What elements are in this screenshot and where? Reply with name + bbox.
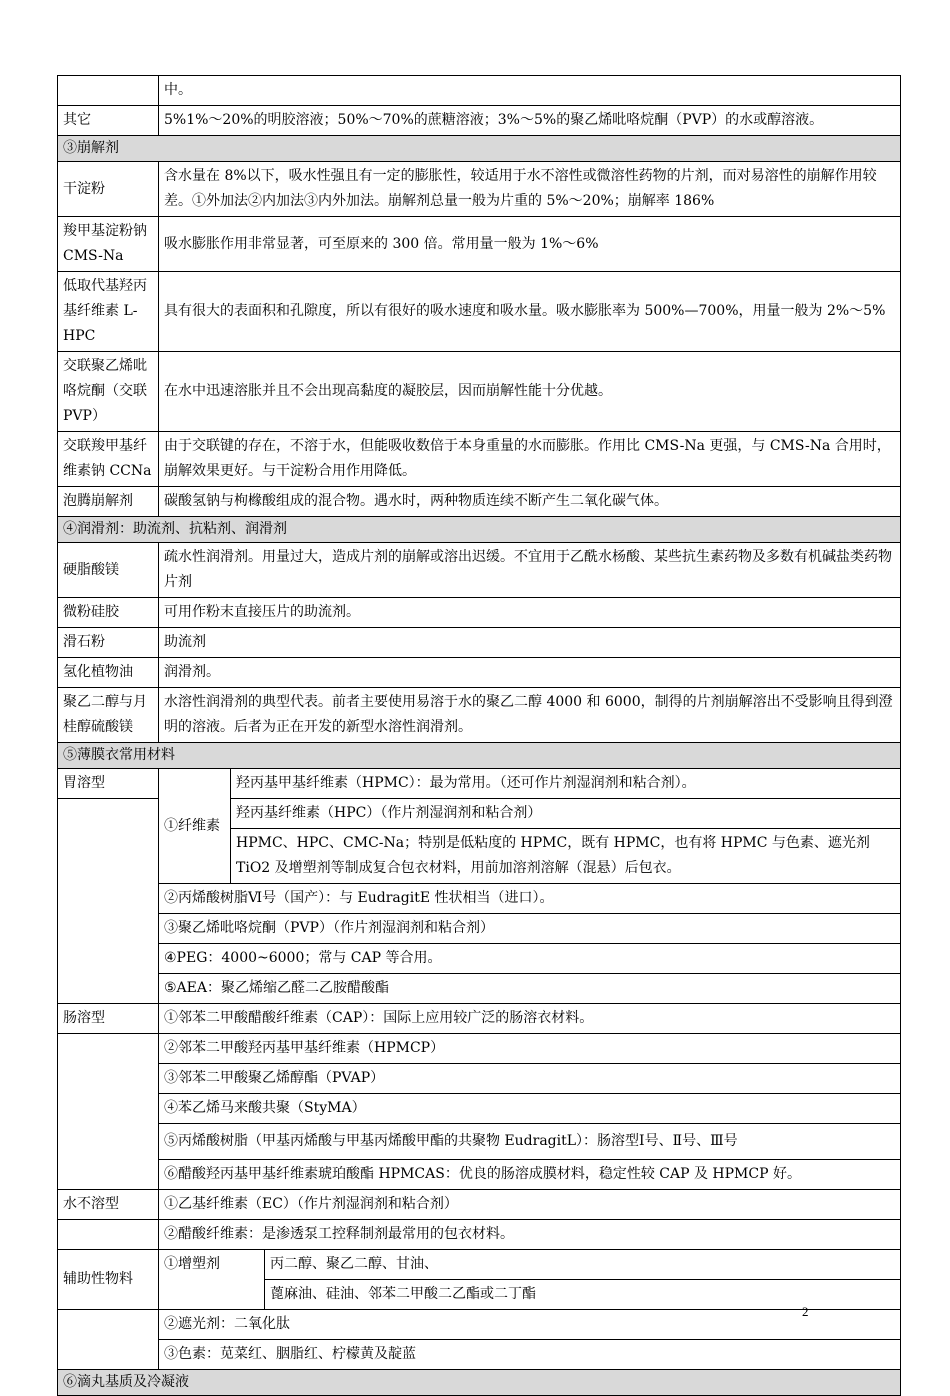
cell-desc: ①邻苯二甲酸醋酸纤维素（CAP）：国际上应用较广泛的肠溶衣材料。	[159, 1004, 901, 1034]
cell-subcategory: ①增塑剂	[159, 1250, 265, 1310]
section-header: ⑤薄膜衣常用材料	[58, 743, 901, 769]
cell-empty	[58, 799, 159, 1004]
cell-desc: 含水量在 8%以下，吸水性强且有一定的膨胀性，较适用于水不溶性或微溶性药物的片剂，而对易溶性的崩解作用较差。①外加法②内加法③内外加法。崩解剂总量一般为片重的 5%～20%；崩解率 186%	[159, 162, 901, 217]
section-header: ④润滑剂：助流剂、抗粘剂、润滑剂	[58, 517, 901, 543]
cell-desc: ②醋酸纤维素：是渗透泵工控释制剂最常用的包衣材料。	[159, 1220, 901, 1250]
cell-name: 交联聚乙烯吡咯烷酮（交联 PVP）	[58, 352, 159, 432]
cell-empty	[58, 1034, 159, 1190]
cell-desc: ⑥醋酸羟丙基甲基纤维素琥珀酸酯 HPMCAS：优良的肠溶成膜材料，稳定性较 CAP 及 HPMCP 好。	[159, 1160, 901, 1190]
cell-desc: ②丙烯酸树脂Ⅵ号（国产）：与 EudragitE 性状相当（进口）。	[159, 884, 901, 914]
cell-desc: ④PEG：4000~6000；常与 CAP 等合用。	[159, 944, 901, 974]
cell-name: 滑石粉	[58, 628, 159, 658]
cell-desc: 润滑剂。	[159, 658, 901, 688]
cell-desc: 具有很大的表面积和孔隙度，所以有很好的吸水速度和吸水量。吸水膨胀率为 500%—700%，用量一般为 2%～5%	[159, 272, 901, 352]
cell-category: 胃溶型	[58, 769, 159, 799]
cell-desc: 5%1%～20%的明胶溶液；50%～70%的蔗糖溶液；3%～5%的聚乙烯吡咯烷酮（PVP）的水或醇溶液。	[159, 106, 901, 136]
cell-category: 肠溶型	[58, 1004, 159, 1034]
cell-desc: ④苯乙烯马来酸共聚（StyMA）	[159, 1094, 901, 1124]
cell-desc: ②遮光剂：二氧化肽	[159, 1310, 901, 1340]
cell-desc: 在水中迅速溶胀并且不会出现高黏度的凝胶层，因而崩解性能十分优越。	[159, 352, 901, 432]
cell-desc: ⑤丙烯酸树脂（甲基丙烯酸与甲基丙烯酸甲酯的共聚物 EudragitL）：肠溶型Ⅰ号、Ⅱ号、Ⅲ号	[159, 1124, 901, 1160]
page-number: 2	[802, 1304, 809, 1319]
cell-name: 其它	[58, 106, 159, 136]
cell-name: 交联羧甲基纤维素钠 CCNa	[58, 432, 159, 487]
cell-name: 硬脂酸镁	[58, 543, 159, 598]
cell-desc: ⑤AEA：聚乙烯缩乙醛二乙胺醋酸酯	[159, 974, 901, 1004]
cell-name: 氢化植物油	[58, 658, 159, 688]
cell-desc: 疏水性润滑剂。用量过大，造成片剂的崩解或溶出迟缓。不宜用于乙酰水杨酸、某些抗生素药物及多数有机碱盐类药物片剂	[159, 543, 901, 598]
cell-empty	[58, 1220, 159, 1250]
cell-category: 水不溶型	[58, 1190, 159, 1220]
cell-desc: 羟丙基纤维素（HPC）（作片剂湿润剂和粘合剂）	[231, 799, 901, 829]
cell-desc: 吸水膨胀作用非常显著，可至原来的 300 倍。常用量一般为 1%～6%	[159, 217, 901, 272]
cell-desc: HPMC、HPC、CMC-Na；特别是低粘度的 HPMC，既有 HPMC，也有将 HPMC 与色素、遮光剂 TiO2 及增塑剂等制成复合包衣材料，用前加溶剂溶解（混悬）后包衣。	[231, 829, 901, 884]
cell-subcategory: ①纤维素	[159, 769, 231, 884]
cell-name: 羧甲基淀粉钠 CMS-Na	[58, 217, 159, 272]
cell-desc: ②邻苯二甲酸羟丙基甲基纤维素（HPMCP）	[159, 1034, 901, 1064]
cell-desc: ①乙基纤维素（EC）（作片剂湿润剂和粘合剂）	[159, 1190, 901, 1220]
materials-table	[57, 75, 901, 1396]
cell-category: 辅助性物料	[58, 1250, 159, 1310]
cell-name: 低取代基羟丙基纤维素 L-HPC	[58, 272, 159, 352]
cell-desc: 助流剂	[159, 628, 901, 658]
cell-desc: ③色素：苋菜红、胭脂红、柠檬黄及靛蓝	[159, 1340, 901, 1370]
cell-desc: 蓖麻油、硅油、邻苯二甲酸二乙酯或二丁酯	[265, 1280, 901, 1310]
cell-empty	[58, 1310, 159, 1370]
cell-desc: 水溶性润滑剂的典型代表。前者主要使用易溶于水的聚乙二醇 4000 和 6000，制得的片剂崩解溶出不受影响且得到澄明的溶液。后者为正在开发的新型水溶性润滑剂。	[159, 688, 901, 743]
cell-desc: ③邻苯二甲酸聚乙烯醇酯（PVAP）	[159, 1064, 901, 1094]
cell-name: 聚乙二醇与月桂醇硫酸镁	[58, 688, 159, 743]
cell-desc: ③聚乙烯吡咯烷酮（PVP）（作片剂湿润剂和粘合剂）	[159, 914, 901, 944]
cell-desc: 可用作粉末直接压片的助流剂。	[159, 598, 901, 628]
cell-desc: 羟丙基甲基纤维素（HPMC）：最为常用。（还可作片剂湿润剂和粘合剂）。	[231, 769, 901, 799]
cell-desc: 丙二醇、聚乙二醇、甘油、	[265, 1250, 901, 1280]
cell-desc: 中。	[159, 76, 901, 106]
cell-empty	[58, 76, 159, 106]
cell-desc: 碳酸氢钠与枸橼酸组成的混合物。遇水时，两种物质连续不断产生二氧化碳气体。	[159, 487, 901, 517]
cell-name: 微粉硅胶	[58, 598, 159, 628]
cell-desc: 由于交联键的存在，不溶于水，但能吸收数倍于本身重量的水而膨胀。作用比 CMS-Na 更强，与 CMS-Na 合用时，崩解效果更好。与干淀粉合用作用降低。	[159, 432, 901, 487]
cell-name: 泡腾崩解剂	[58, 487, 159, 517]
section-header: ⑥滴丸基质及冷凝液	[58, 1370, 901, 1396]
section-header: ③崩解剂	[58, 136, 901, 162]
cell-name: 干淀粉	[58, 162, 159, 217]
